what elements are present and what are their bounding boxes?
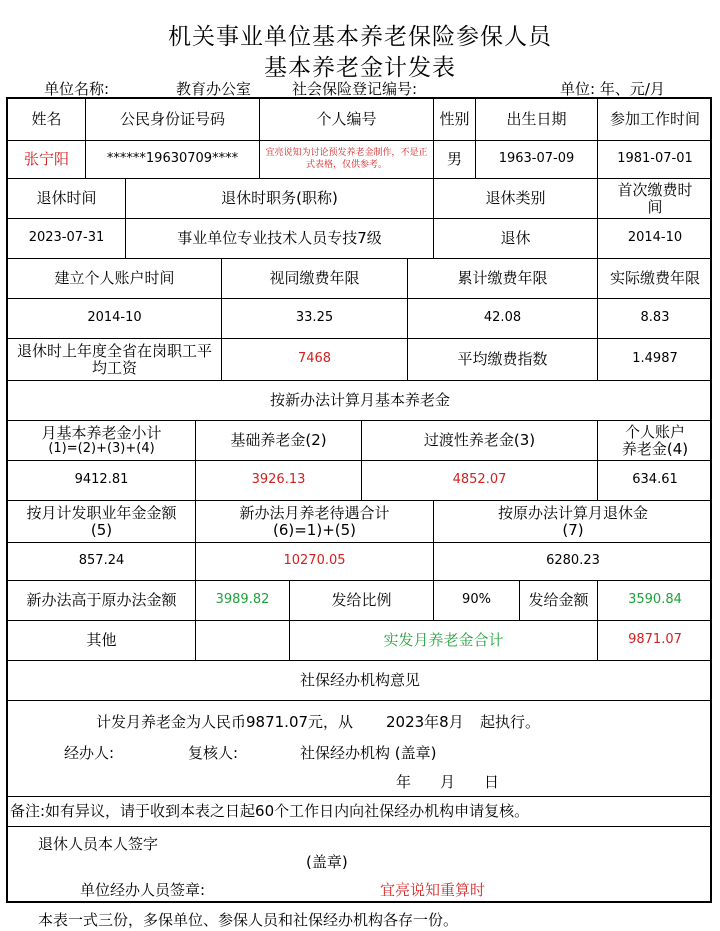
header-personal-account-line2: 养老金(4) [621,439,689,458]
header-monthly-subtotal-line1: 月基本养老金小计 [41,424,162,443]
value-retire-position: 事业单位专业技术人员专技7级 [126,219,434,259]
header-personal-account-line1: 个人账户 [624,423,685,441]
opinion-start-text: 起执行。 [480,713,541,731]
value-first-payment: 2014-10 [598,219,712,259]
value-deemed-years: 33.25 [222,299,408,339]
value-cumulative-years: 42.08 [408,299,598,339]
value-other [196,621,290,661]
units-label: 单位: 年、元/月 [560,80,665,98]
label-payment-amount: 发给金额 [520,581,598,621]
header-personal-account-pension [598,421,712,461]
label-other: 其他 [8,621,196,661]
value-account-established: 2014-10 [8,299,222,339]
unit-signer-label: 单位经办人员签章: [80,881,206,899]
header-old-method-line1: 按原办法计算月退休金 [497,504,648,522]
value-transitional-pension: 4852.07 [362,461,598,501]
value-occupational-annuity: 857.24 [8,543,196,581]
value-monthly-subtotal: 9412.81 [8,461,196,501]
label-higher-amount: 新办法高于原办法金额 [8,581,196,621]
footer-note: 本表一式三份，多保单位、参保人员和社保经办机构各存一份。 [38,911,459,929]
registration-number-label: 社会保险登记编号: [292,80,418,98]
label-payment-ratio: 发给比例 [290,581,434,621]
form-title: 机关事业单位基本养老保险参保人员 [168,24,552,50]
header-cumulative-years: 累计缴费年限 [408,259,598,299]
opinion-title: 社保经办机构意见 [8,661,712,701]
header-monthly-subtotal [8,421,196,461]
date-year-label: 年 [396,773,412,791]
header-occupational-annuity-line2: (5) [90,520,113,539]
value-id-number: ******19630709**** [86,141,260,179]
header-name: 姓名 [8,99,86,141]
handler-label: 经办人: [64,744,115,762]
value-work-start: 1981-07-01 [598,141,712,179]
value-payment-amount: 3590.84 [598,581,712,621]
label-payment-index: 平均缴费指数 [408,339,598,381]
value-monthly-total: 9871.07 [598,621,712,661]
watermark-text: 宜亮说知重算时 [380,879,514,900]
value-average-wage: 7468 [222,339,408,381]
header-new-method-total-line1: 新办法月养老待遇合计 [239,504,390,522]
header-id-number: 公民身份证号码 [86,99,260,141]
header-occupational-annuity [8,501,196,543]
header-account-established: 建立个人账户时间 [8,259,222,299]
checker-label: 复核人: [188,744,239,762]
value-higher-amount: 3989.82 [196,581,290,621]
value-basic-pension: 3926.13 [196,461,362,501]
disclaimer-note: 宜亮说知为讨论预发养老金制作，不是正式表格，仅供参考。 [260,141,434,179]
remark: 备注:如有异议，请于收到本表之日起60个工作日内向社保经办机构申请复核。 [8,797,712,827]
header-personal-number: 个人编号 [260,99,434,141]
header-new-method-total [196,501,434,543]
section-new-method: 按新办法计算月基本养老金 [8,381,712,421]
value-payment-index: 1.4987 [598,339,712,381]
label-average-wage: 退休时上年度全省在岗职工平均工资 [8,339,222,381]
form-table [6,97,712,903]
value-gender: 男 [434,141,476,179]
value-retire-type: 退休 [434,219,598,259]
retiree-signature-label: 退休人员本人签字 [38,835,159,853]
header-transitional-pension: 过渡性养老金(3) [362,421,598,461]
value-personal-account-pension: 634.61 [598,461,712,501]
form-subtitle: 基本养老金计发表 [264,55,456,81]
value-name: 张宁阳 [8,141,86,179]
date-day-label: 日 [484,773,500,791]
header-gender: 性别 [434,99,476,141]
value-new-method-total: 10270.05 [196,543,434,581]
date-month-label: 月 [440,773,456,791]
agency-seal-label: 社保经办机构 (盖章) [300,744,437,762]
opinion-amount-text: 计发月养老金为人民币9871.07元，从 [96,713,354,731]
opinion-start-month: 2023年8月 [386,713,464,731]
header-old-method [434,501,712,543]
unit-name-value: 教育办公室 [176,80,252,98]
value-birth-date: 1963-07-09 [476,141,598,179]
value-old-method: 6280.23 [434,543,712,581]
seal-label: (盖章) [306,853,348,871]
header-work-start: 参加工作时间 [598,99,712,141]
header-basic-pension: 基础养老金(2) [196,421,362,461]
value-actual-years: 8.83 [598,299,712,339]
header-birth-date: 出生日期 [476,99,598,141]
value-retire-date: 2023-07-31 [8,219,126,259]
header-retire-position: 退休时职务(职称) [126,179,434,219]
unit-name-label: 单位名称: [44,80,110,98]
header-retire-date: 退休时间 [8,179,126,219]
header-occupational-annuity-line1: 按月计发职业年金金额 [26,504,177,522]
header-old-method-line2: (7) [562,520,584,539]
label-monthly-total: 实发月养老金合计 [290,621,598,661]
header-new-method-total-line2: (6)=1)+(5) [272,520,357,539]
header-deemed-years: 视同缴费年限 [222,259,408,299]
header-first-payment: 首次缴费时间 [598,179,712,219]
value-payment-ratio: 90% [434,581,520,621]
header-monthly-subtotal-formula: (1)=(2)+(3)+(4) [48,440,155,456]
header-actual-years: 实际缴费年限 [598,259,712,299]
header-retire-type: 退休类别 [434,179,598,219]
